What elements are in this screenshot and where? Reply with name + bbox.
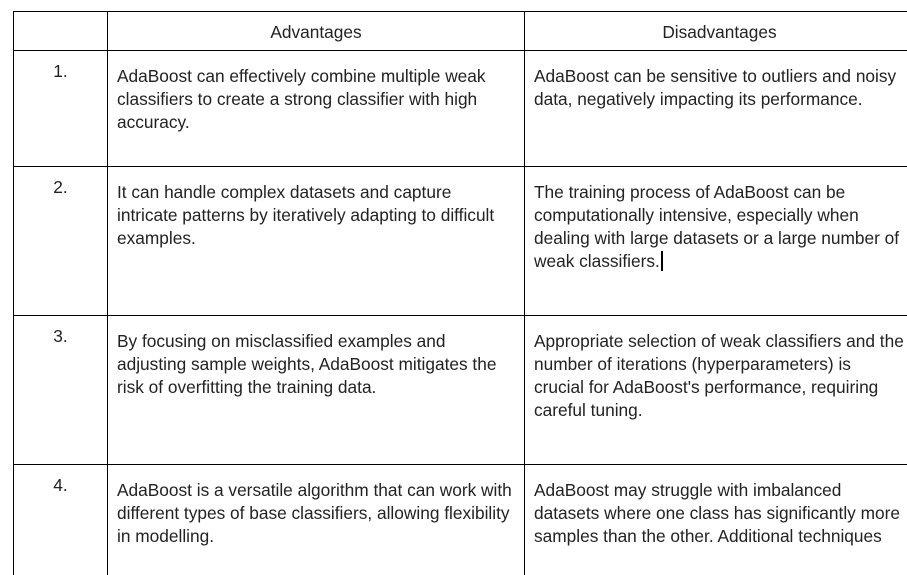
row-number-cell[interactable]: 3. bbox=[14, 316, 108, 465]
row-number-cell[interactable]: 2. bbox=[14, 167, 108, 316]
text-cursor bbox=[661, 251, 663, 271]
row-number-cell[interactable]: 4. bbox=[14, 465, 108, 575]
disadvantage-cell[interactable]: AdaBoost can be sensitive to outliers and noisy data, negatively impacting its performance. bbox=[525, 51, 907, 167]
table-row bbox=[14, 316, 907, 465]
advantage-cell[interactable]: AdaBoost can effectively combine multiple weak classifiers to create a strong classifier with high accuracy. bbox=[108, 51, 525, 167]
table-row bbox=[14, 465, 907, 575]
header-cell-advantages[interactable]: Advantages bbox=[108, 12, 525, 51]
disadvantage-cell-active[interactable] bbox=[525, 167, 907, 316]
table-header-row bbox=[14, 12, 907, 51]
table-row bbox=[14, 51, 907, 167]
disadvantage-cell[interactable]: AdaBoost may struggle with imbalanced datasets where one class has significantly more samples than the other. Additional techniques bbox=[525, 465, 907, 575]
advantage-cell[interactable]: By focusing on misclassified examples and adjusting sample weights, AdaBoost mitigates the risk of overfitting the training data. bbox=[108, 316, 525, 465]
advantage-cell[interactable]: AdaBoost is a versatile algorithm that can work with different types of base classifiers, allowing flexibility in modelling. bbox=[108, 465, 525, 575]
disadvantage-text: The training process of AdaBoost can be computationally intensive, especially when dealing with large datasets or a large number of weak classifiers. bbox=[534, 182, 900, 271]
header-cell-number[interactable] bbox=[14, 12, 108, 51]
table-row bbox=[14, 167, 907, 316]
comparison-table bbox=[13, 11, 907, 575]
header-cell-disadvantages[interactable]: Disadvantages bbox=[525, 12, 907, 51]
row-number-cell[interactable]: 1. bbox=[14, 51, 108, 167]
advantage-cell[interactable]: It can handle complex datasets and capture intricate patterns by iteratively adapting to difficult examples. bbox=[108, 167, 525, 316]
disadvantage-cell[interactable]: Appropriate selection of weak classifiers and the number of iterations (hyperparameters) is crucial for AdaBoost's performance, requiring careful tuning. bbox=[525, 316, 907, 465]
